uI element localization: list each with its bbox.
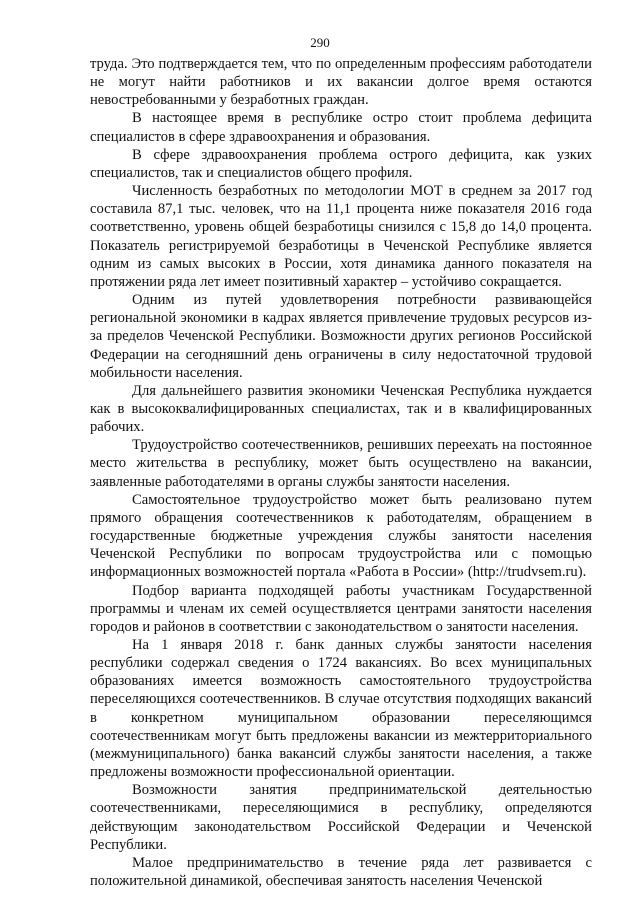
- document-body: [90, 55, 592, 890]
- paragraph: труда. Это подтверждается тем, что по определенным профессиям работодатели не могут найти работников и их вакансии долгое время остаются невостребованными у безработных граждан.: [90, 56, 592, 109]
- paragraph: Для дальнейшего развития экономики Чеченская Республика нуждается как в высококвалифицированных специалистах, так и в квалифицированных рабочих.: [90, 382, 592, 436]
- paragraph: Самостоятельное трудоустройство может быть реализовано путем прямого обращения соотечественников к работодателям, обращением в государственные бюджетные учреждения службы занятости населения Чеченской Республики по вопросам трудоустройства или с помощью информационных возможностей портала «Работа в России» (http://trudvsem.ru).: [90, 491, 592, 581]
- paragraph: Трудоустройство соотечественников, решивших переехать на постоянное место жительства в республику, может быть осуществлено на вакансии, заявленные работодателями в органы службы занятости населения.: [90, 437, 592, 490]
- page-number: 290: [310, 35, 330, 50]
- paragraph: Возможности занятия предпринимательской деятельностью соотечественниками, переселяющимися в республику, определяются действующим законодательством Российской Федерации и Чеченской Республики.: [90, 782, 592, 853]
- paragraph: Одним из путей удовлетворения потребности развивающейся региональной экономики в кадрах является привлечение трудовых ресурсов из-за пределов Чеченской Республики. Возможности других регионов Российской Федерации на сегодняшний день ограничены в силу недостаточной трудовой мобильности населения.: [90, 292, 592, 381]
- paragraph: На 1 января 2018 г. банк данных службы занятости населения республики содержал сведения о 1724 вакансиях. Во всех муниципальных образованиях имеется возможность самостоятельного трудоустройства переселяющихся соотечественников. В случае отсутствия подходящих вакансий в конкретном муниципальном образовании переселяющимся соотечественникам могут быть предложены вакансии из межтерриториального (межмуниципального) банка вакансий службы занятости населения, а также предложены возможности профессиональной ориентации.: [90, 637, 592, 781]
- paragraph: В настоящее время в республике остро стоит проблема дефицита специалистов в сфере здравоохранения и образования.: [90, 110, 592, 145]
- paragraph: В сфере здравоохранения проблема острого дефицита, как узких специалистов, так и специалистов общего профиля.: [90, 146, 592, 181]
- paragraph: Малое предпринимательство в течение ряда лет развивается с положительной динамикой, обеспечивая занятость населения Чеченской: [90, 854, 592, 890]
- paragraph: Численность безработных по методологии МОТ в среднем за 2017 год составила 87,1 тыс. человек, что на 11,1 процента ниже показателя 2016 года соответственно, уровень общей безработицы снизился с 15,8 до 14,0 процента. Показатель регистрируемой безработицы в Чеченской Республике является одним из самых высоких в России, хотя динамика данного показателя на протяжении ряда лет имеет позитивный характер – устойчиво сокращается.: [90, 183, 592, 290]
- paragraph: Подбор варианта подходящей работы участникам Государственной программы и членам их семей осуществляется центрами занятости населения городов и районов в соответствии с законодательством о занятости населения.: [90, 582, 592, 635]
